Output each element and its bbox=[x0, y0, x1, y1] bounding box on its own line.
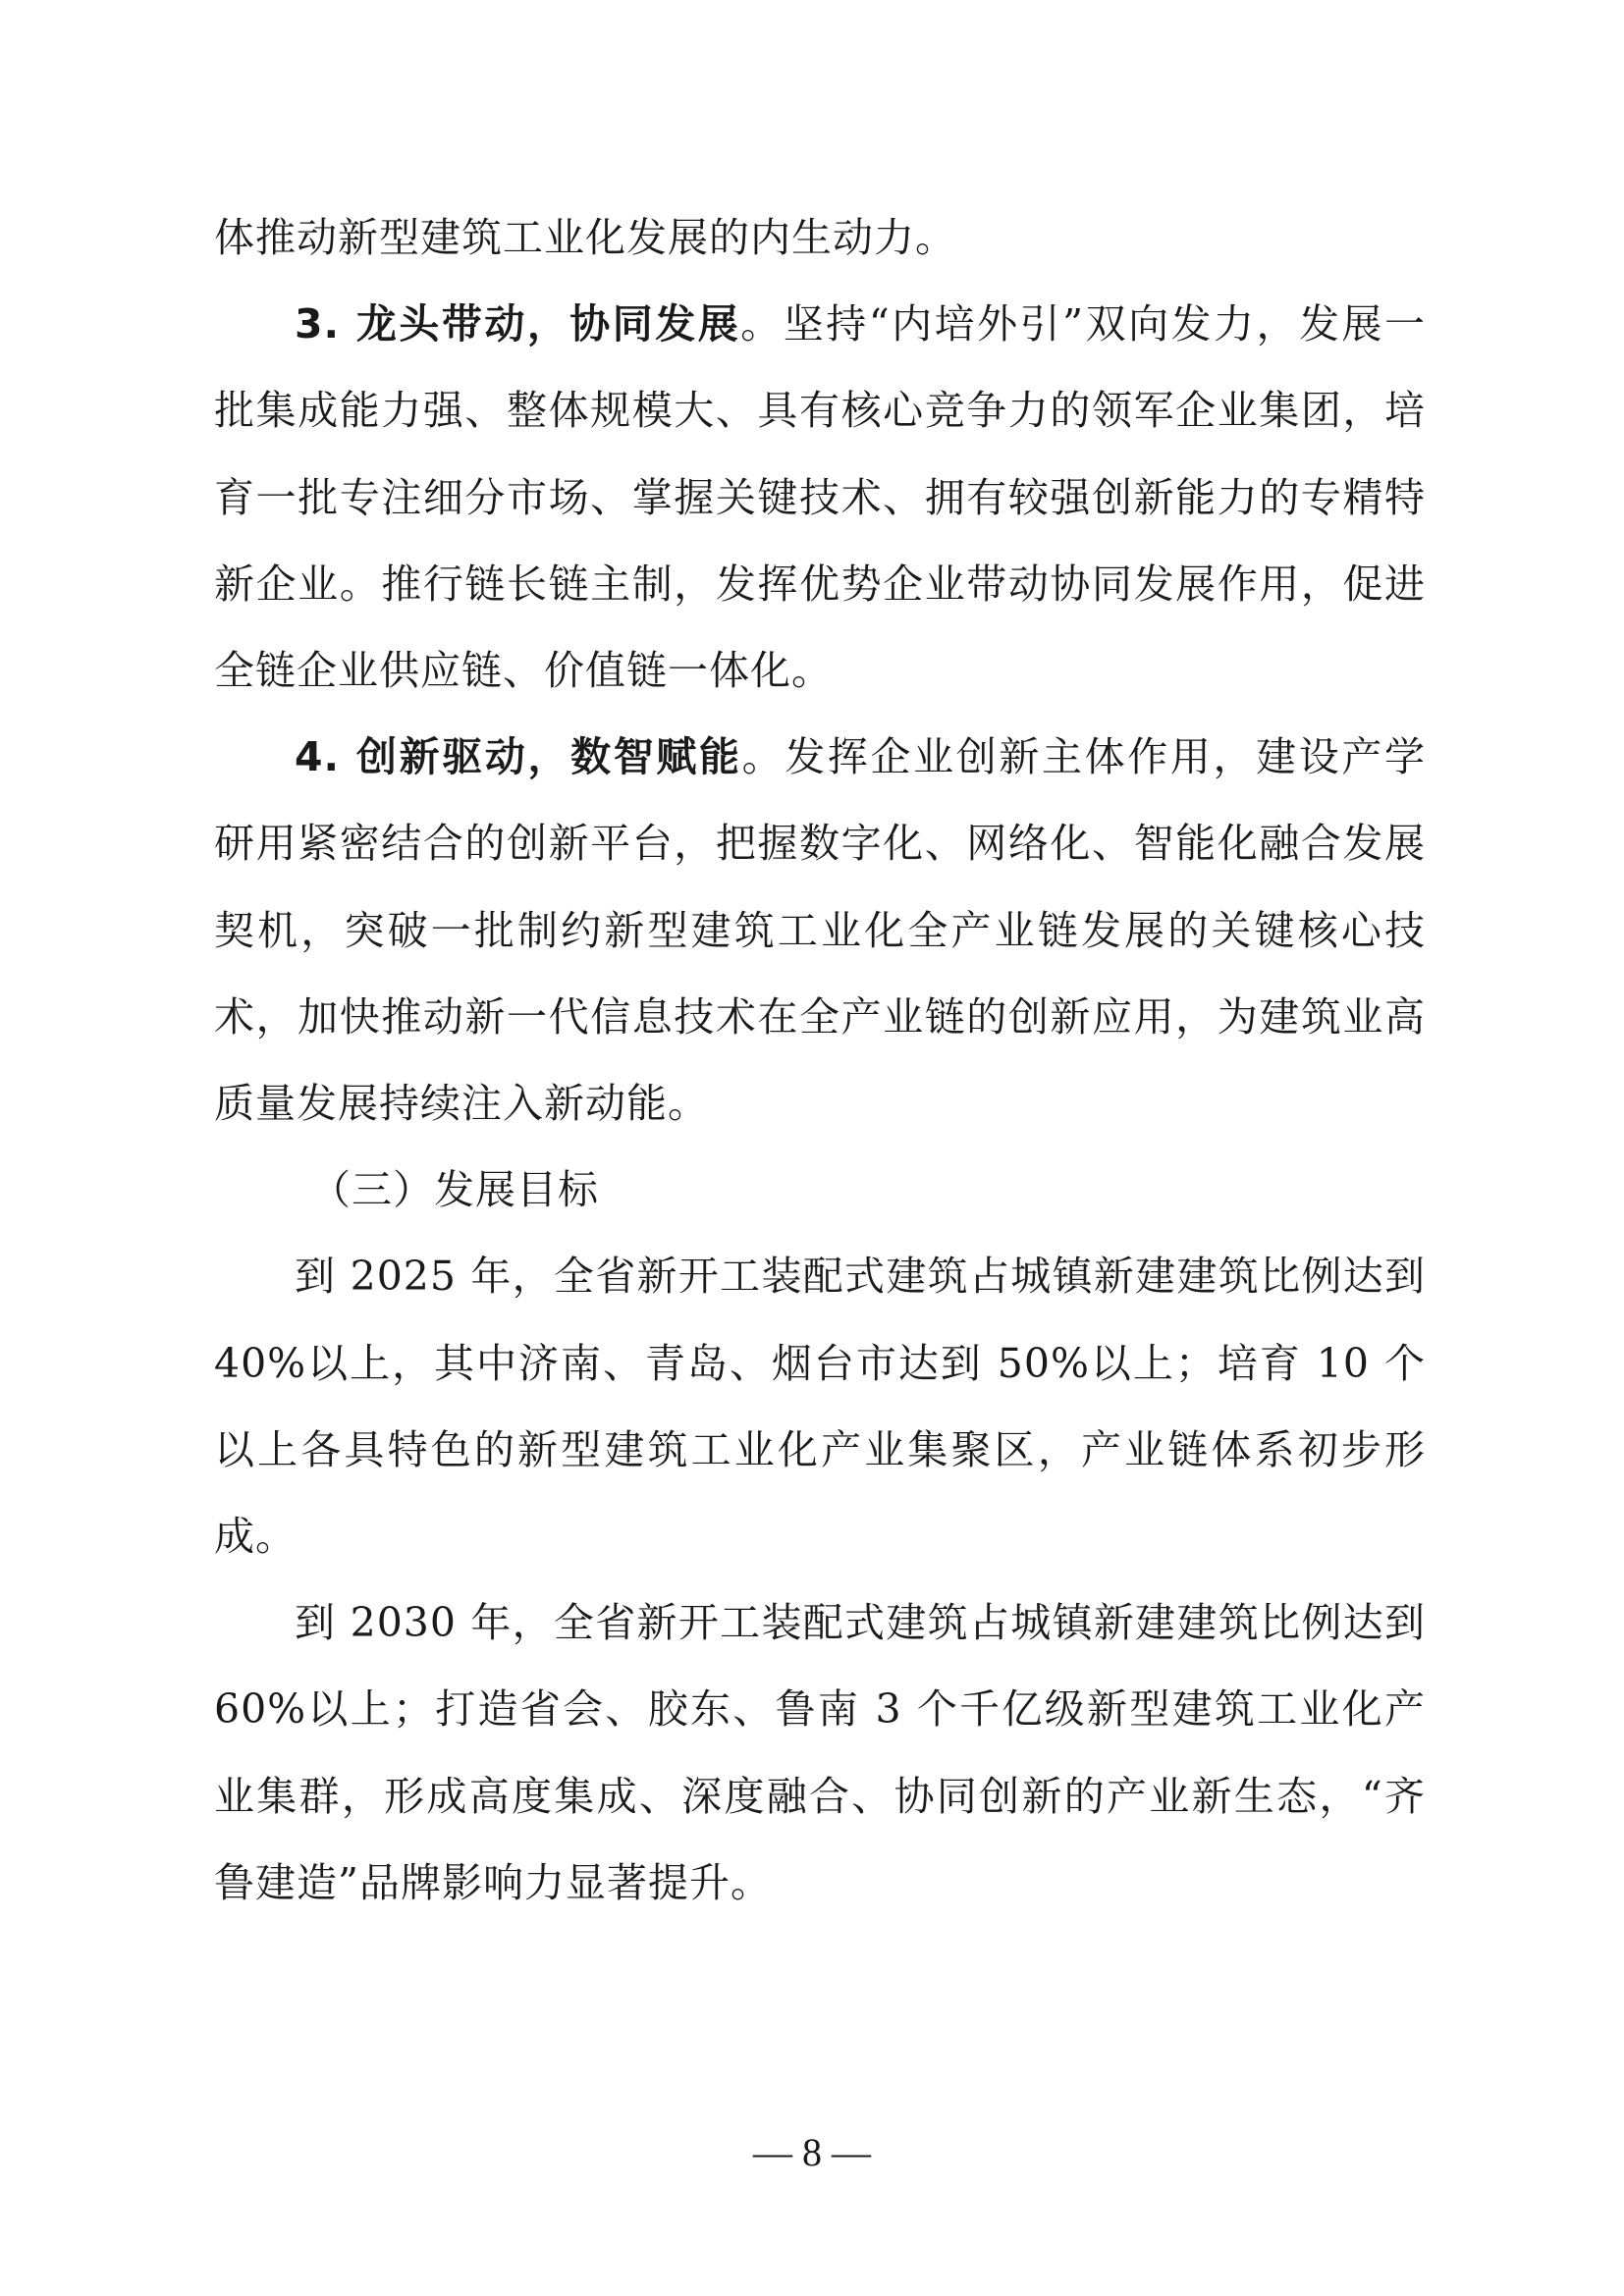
paragraph-bold-title: 4. 创新驱动，数智赋能 bbox=[295, 733, 742, 781]
paragraph-bold-title: 3. 龙头带动，协同发展 bbox=[295, 300, 741, 348]
paragraph-continuation bbox=[214, 194, 1426, 281]
paragraph-text: 。坚持“内培外引”双向发力，发展一批集成能力强、整体规模大、具有核心竞争力的领军企业集团，培育一批专注细分市场、掌握关键技术、拥有较强创新能力的专精特新企业。推行链长链主制，发挥优势企业带动协同发展作用，促进全链企业供应链、价值链一体化。 bbox=[214, 300, 1426, 695]
paragraph-text: 体推动新型建筑工业化发展的内生动力。 bbox=[214, 214, 956, 261]
paragraph-text: 。发挥企业创新主体作用，建设产学研用紧密结合的创新平台，把握数字化、网络化、智能化融合发展契机，突破一批制约新型建筑工业化全产业链发展的关键核心技术，加快推动新一代信息技术在全产业链的创新应用，为建筑业高质量发展持续注入新动能。 bbox=[214, 733, 1426, 1128]
document-body bbox=[214, 194, 1426, 1926]
paragraph-target-2025: 到 2025 年，全省新开工装配式建筑占城镇新建建筑比例达到 40%以上，其中济南、青岛、烟台市达到 50%以上；培育 10 个以上各具特色的新型建筑工业化产业集聚区，产业链体系初步形成。 bbox=[214, 1253, 1426, 1561]
paragraph-target-2030: 到 2030 年，全省新开工装配式建筑占城镇新建建筑比例达到 60%以上；打造省会、胶东、鲁南 3 个千亿级新型建筑工业化产业集群，形成高度集成、深度融合、协同创新的产业新生态，“齐鲁建造”品牌影响力显著提升。 bbox=[214, 1599, 1426, 1906]
paragraph-innovation bbox=[214, 714, 1426, 1147]
paragraph-dragon-head bbox=[214, 281, 1426, 714]
page-number: — 8 — bbox=[753, 2130, 871, 2174]
section-heading: （三）发展目标 bbox=[310, 1166, 599, 1214]
